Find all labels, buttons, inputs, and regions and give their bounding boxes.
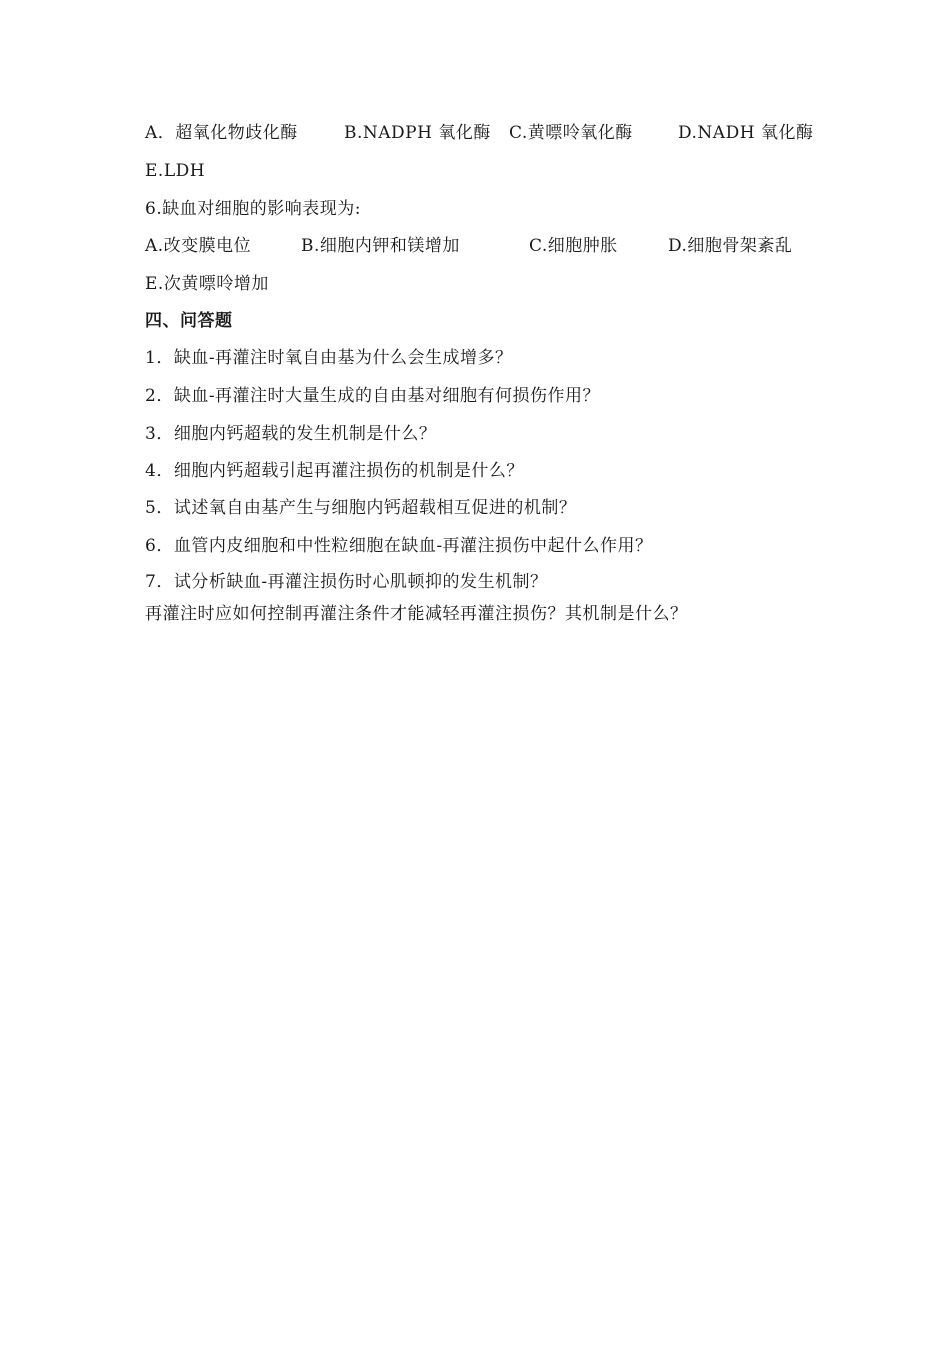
q5-option-b: B.NADPH 氧化酶	[344, 123, 491, 143]
q6-option-b: B.细胞内钾和镁增加	[301, 236, 460, 256]
essay-question: 7．试分析缺血-再灌注损伤时心肌顿抑的发生机制？	[145, 572, 548, 592]
essay-question: 1．缺血-再灌注时氧自由基为什么会生成增多？	[145, 348, 513, 368]
essay-question: 6．血管内皮细胞和中性粒细胞在缺血-再灌注损伤中起什么作用？	[145, 536, 653, 556]
q6-option-d: D.细胞骨架紊乱	[668, 236, 793, 256]
q5-option-e: E.LDH	[145, 161, 206, 181]
essay-question: 3．细胞内钙超载的发生机制是什么？	[145, 424, 437, 444]
essay-question: 2．缺血-再灌注时大量生成的自由基对细胞有何损伤作用？	[145, 386, 601, 406]
q5-option-c: C.黄嘌呤氧化酶	[509, 123, 633, 143]
section-heading: 四、问答题	[145, 311, 233, 331]
essay-question: 4．细胞内钙超载引起再灌注损伤的机制是什么？	[145, 461, 524, 481]
essay-question: 5．试述氧自由基产生与细胞内钙超载相互促进的机制？	[145, 498, 577, 518]
q6-options-row	[145, 234, 815, 258]
q5-option-a: A．超氧化物歧化酶	[145, 123, 298, 143]
q6-option-c: C.细胞肿胀	[529, 236, 618, 256]
q6-stem: 6.缺血对细胞的影响表现为:	[145, 199, 361, 219]
q5-option-d: D.NADH 氧化酶	[678, 123, 814, 143]
q5-options-row	[145, 121, 815, 145]
essay-question: 再灌注时应如何控制再灌注条件才能减轻再灌注损伤？其机制是什么？	[145, 604, 688, 624]
q6-option-a: A.改变膜电位	[145, 236, 252, 256]
q6-option-e: E.次黄嘌呤增加	[145, 274, 269, 294]
